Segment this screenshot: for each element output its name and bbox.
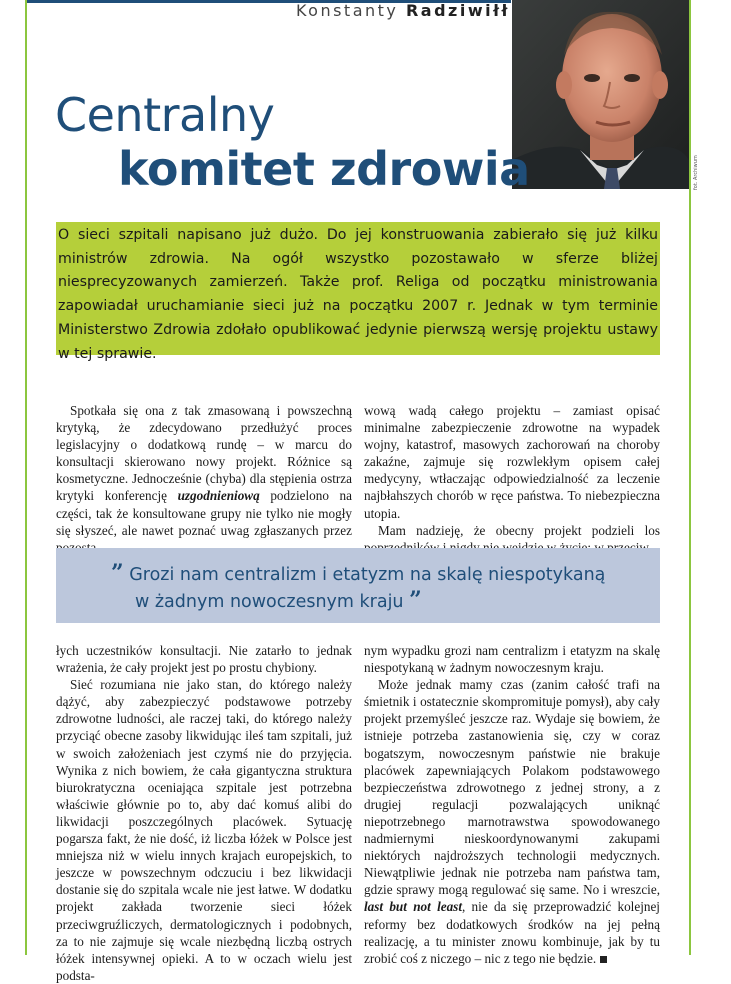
photo-credit: fot. Archiwum <box>693 155 699 190</box>
close-quote-icon: ” <box>409 587 422 613</box>
body-column-2 <box>364 402 660 556</box>
title-line-2: komitet zdrowia <box>118 142 530 196</box>
pullquote <box>111 561 671 615</box>
body-paragraph: wową wadą całego projektu – zamiast opisać minimalne zabezpieczenie zdrowotne na wypadek wojny, katastrof, masowych zachorowań na choroby zakaźne, zajmuje się rozwlekłym opisem całej medycyny, wtłaczając odpowiedzialność za leczenie najbłahszych chorób w ręce państwa. To niebezpieczna utopia. <box>364 403 660 521</box>
portrait-image <box>512 0 689 189</box>
author-last-name: Radziwiłł <box>405 1 510 20</box>
body-column-3 <box>56 642 352 984</box>
author-first-name: Konstanty <box>295 1 399 20</box>
open-quote-icon: ” <box>111 560 124 586</box>
pullquote-line-1: ” Grozi nam centralizm i etatyzm na skalę niespotykaną <box>111 560 606 586</box>
body-paragraph: łych uczestników konsultacji. Nie zatarło to jednak wrażenia, że cały projekt jest po prostu chybiony. <box>56 643 352 676</box>
end-mark-icon <box>600 956 607 963</box>
body-paragraph: Mam nadzieję, że obecny projekt podzieli los <box>378 522 660 538</box>
body-paragraph: Może jednak mamy czas (zanim całość trafi na śmietnik i ostatecznie skompromituje pomysł), aby cały projekt przemyśleć jeszcze raz. Wydaje się bowiem, że istnieje potrzeba zastanowienia się, czy w coraz bogatszym, nowoczesnym państwie nie brakuje placówek zapewniających Polakom podstawowego bezpieczeństwa zdrowotnego z jednej strony, a z drugiej regulacji pozwalających uniknąć niepotrzebnego marnotrawstwa spowodowanego nadmiernymi nieskoordynowanymi zakupami niektórych najdroższych technologii medycznych. Niewątpliwie jednak nie potrzeba nam państwa tam, gdzie sprawy mogą regulować się same. No i wreszcie, last but not least, nie da się przeprowadzić kolejnej reformy bez dodatkowych środków na jej pełną realizację, a tu minister znowu kombinuje, jak by tu zrobić coś z niczego – nic z tego nie będzie. <box>364 677 660 966</box>
emphasis-text: last but not least <box>364 899 462 915</box>
emphasis-text: uzgodnieniową <box>177 488 260 504</box>
left-page-rule <box>25 0 27 955</box>
right-page-rule <box>689 0 691 955</box>
title-line-1: Centralny <box>55 88 275 142</box>
body-column-4 <box>364 642 660 967</box>
pullquote-line-2: w żadnym nowoczesnym kraju ” <box>135 587 422 613</box>
body-paragraph: nym wypadku grozi nam centralizm i etatyzm na skalę niespotykaną w żadnym nowoczesnym kraju. <box>364 643 660 676</box>
body-column-1 <box>56 402 352 556</box>
body-paragraph: Spotkała się ona z tak zmasowaną i powszechną krytyką, że zdecydowano przedłużyć proces legislacyjny o dodatkową rundę – w marcu do konsultacji skierowano nowy projekt. Różnice są kosmetyczne. Jednocześnie (chyba) dla stępienia ostrza krytyki konferencję uzgodnieniową podzielono na części, tak że konsultowane grupy nie tylko nie mogły się słyszeć, ale nawet poznać uwag zgłaszanych przez <box>56 403 352 538</box>
author-photo <box>512 0 689 189</box>
author-byline <box>230 1 510 20</box>
body-paragraph: Sieć rozumiana nie jako stan, do którego należy dążyć, aby zabezpieczyć podstawowe potrzeby zdrowotne ludności, ale raczej taki, do którego należy przyciąć obecne zasoby likwidując ileś tam szpitali, już w swoich założeniach jest czymś nie do przyjęcia. Wynika z nich bowiem, że cała gigantyczna struktura biurokratyczna oceniająca szpitale jest potrzebna właściwie głównie po to, aby dać komuś alibi do likwidacji poszczególnych placówek. Sytuację pogarsza fakt, że nie dość, iż liczba łóżek w Polsce jest mniejsza niż w wielu innych krajach europejskich, to jeszcze w powszechnym odczuciu i bez likwidacji dostanie się do szpitala wcale nie jest łatwe. W dodatku projekt zakłada tworzenie sieci łóżek przeciwgruźliczych, dermatologicznych i podobnych, za to nie zajmuje się wcale niezbędną liczbą ostrych łóżek intensywnej opieki. A to w oczach wielu jest podsta- <box>56 677 352 983</box>
lead-paragraph: O sieci szpitali napisano już dużo. Do jej konstruowania zabierało się już kilku ministrów zdrowia. Na ogół wszystko pozostawało w sferze bliżej niesprecyzowanych zamierzeń. Także prof. Religa od początku ministrowania zapowiadał uruchamianie sieci już na początku 2007 r. Jednak w tym terminie Ministerstwo Zdrowia zdołało opublikować jedynie pierwszą wersję projektu ustawy w tej sprawie. <box>56 222 660 355</box>
